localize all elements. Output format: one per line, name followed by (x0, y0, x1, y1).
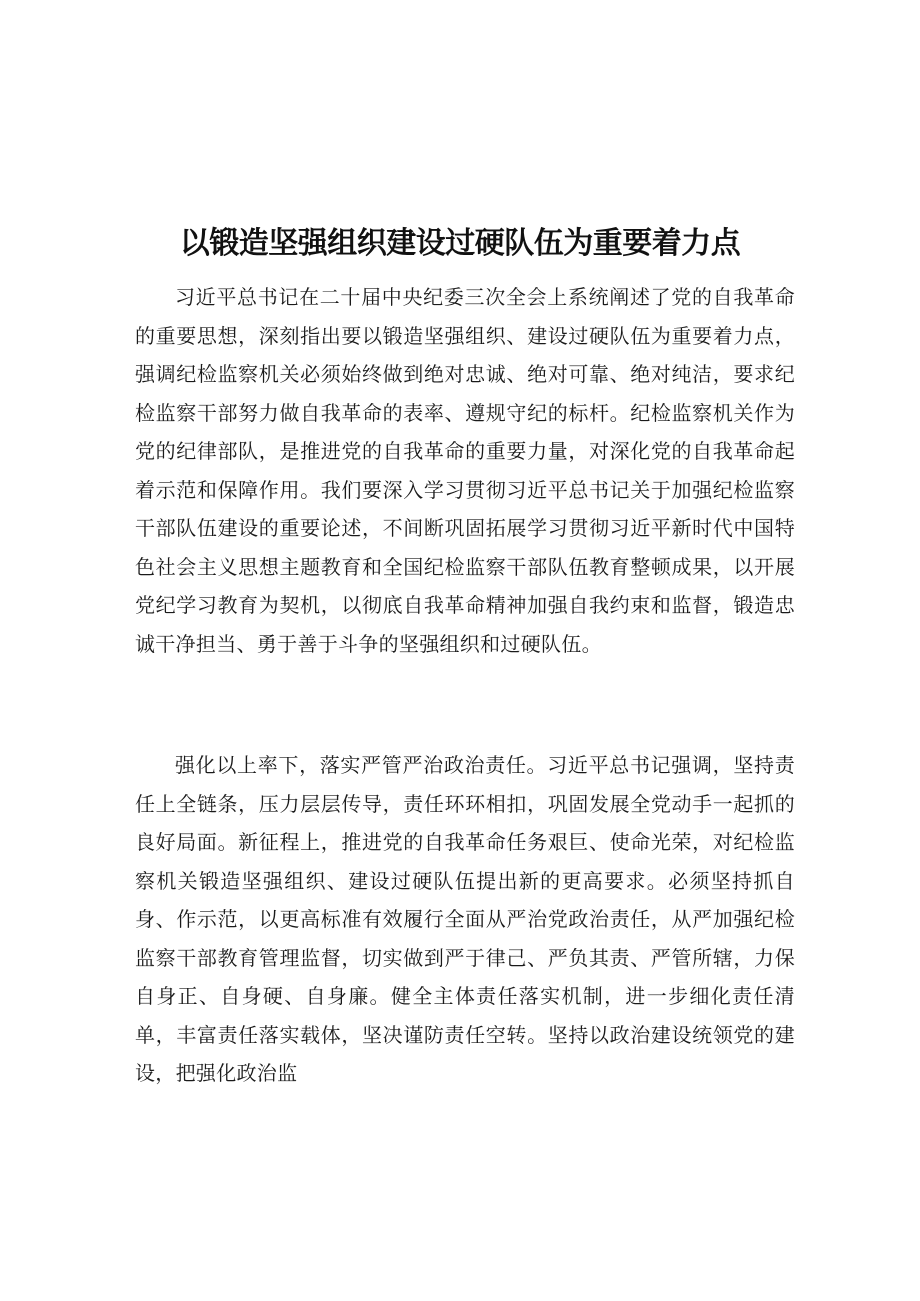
document-title: 以锻造坚强组织建设过硬队伍为重要着力点 (179, 226, 741, 261)
paragraph-2: 强化以上率下，落实严管严治政治责任。习近平总书记强调，坚持责任上全链条，压力层层传导，责任环环相扣，巩固发展全党动手一起抓的良好局面。新征程上，推进党的自我革命任务艰巨、使命光荣，对纪检监察机关锻造坚强组织、建设过硬队伍提出新的更高要求。必须坚持抓自身、作示范，以更高标准有效履行全面从严治党政治责任，从严加强纪检监察干部教育管理监督，切实做到严于律己、严负其责、严管所辖，力保自身正、自身硬、自身廉。健全主体责任落实机制，进一步细化责任清单，丰富责任落实载体，坚决谨防责任空转。坚持以政治建设统领党的建设，把强化政治监 (135, 753, 795, 1085)
paragraph-1: 习近平总书记在二十届中央纪委三次全会上系统阐述了党的自我革命的重要思想，深刻指出要以锻造坚强组织、建设过硬队伍为重要着力点，强调纪检监察机关必须始终做到绝对忠诚、绝对可靠、绝对纯洁，要求纪检监察干部努力做自我革命的表率、遵规守纪的标杆。纪检监察机关作为党的纪律部队，是推进党的自我革命的重要力量，对深化党的自我革命起着示范和保障作用。我们要深入学习贯彻习近平总书记关于加强纪检监察干部队伍建设的重要论述，不间断巩固拓展学习贯彻习近平新时代中国特色社会主义思想主题教育和全国纪检监察干部队伍教育整顿成果，以开展党纪学习教育为契机，以彻底自我革命精神加强自我约束和监督，锻造忠诚干净担当、勇于善于斗争的坚强组织和过硬队伍。 (135, 285, 795, 656)
